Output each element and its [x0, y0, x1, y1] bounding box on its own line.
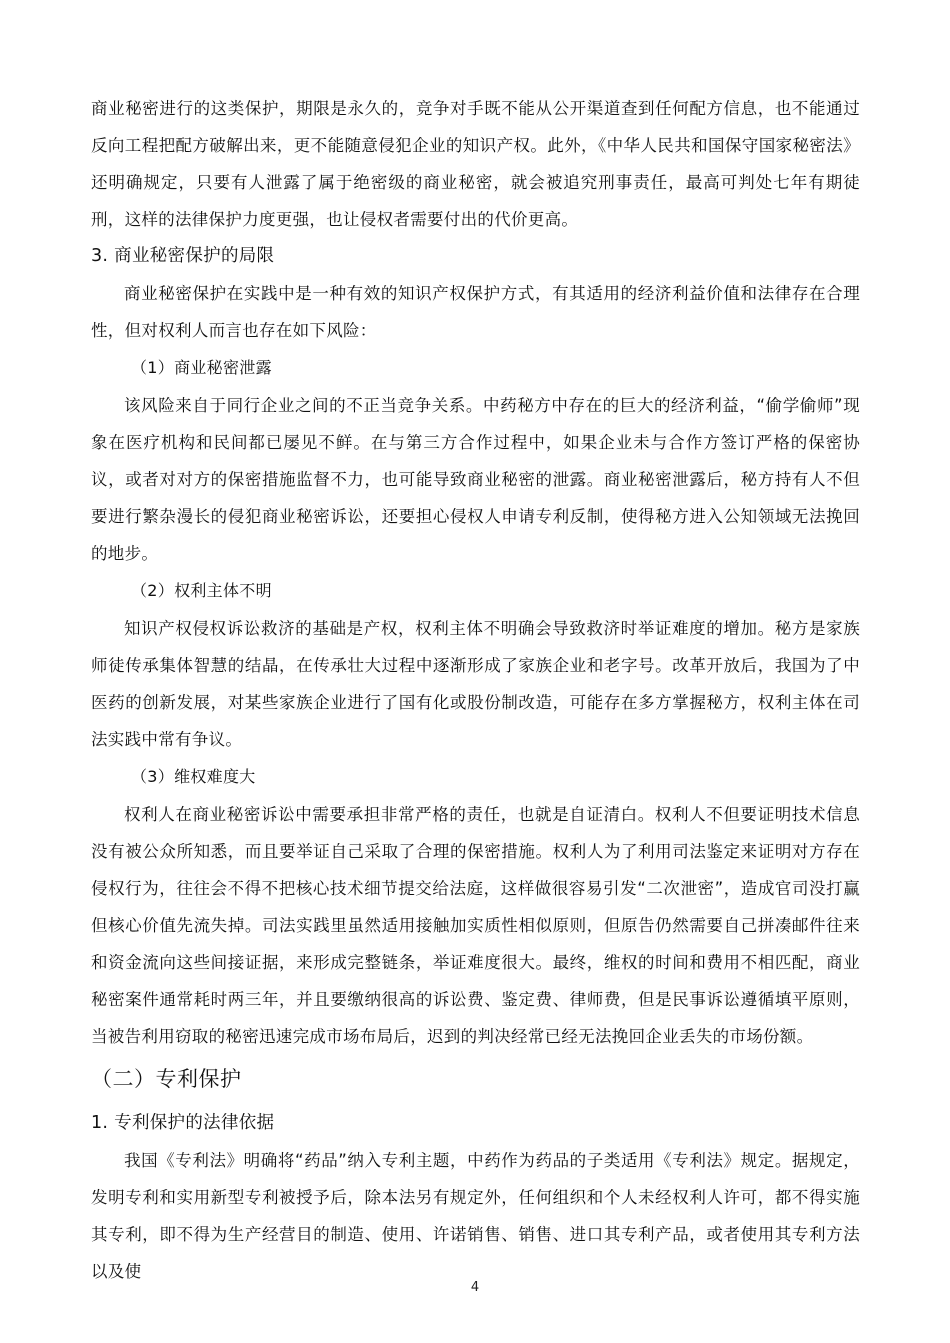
heading-trade-secret-limits: 3. 商业秘密保护的局限: [91, 246, 275, 266]
document-body: [91, 90, 860, 1290]
paragraph-enforcement-difficulty: 权利人在商业秘密诉讼中需要承担非常严格的责任，也就是自证清白。权利人不但要证明技术信息没有被公众所知悉，而且要举证自己采取了合理的保密措施。权利人为了利用司法鉴定来证明对方存在侵权行为，往往会不得不把核心技术细节提交给法庭，这样做很容易引发“二次泄密”，造成官司没打赢但核心价值先流失掉。司法实践里虽然适用接触加实质性相似原则，但原告仍然需要自己拼凑邮件往来和资金流向这些间接证据，来形成完整链条，举证难度很大。最终，维权的时间和费用不相匹配，商业秘密案件通常耗时两三年，并且要缴纳很高的诉讼费、鉴定费、律师费，但是民事诉讼遵循填平原则，当被告利用窃取的秘密迅速完成市场布局后，迟到的判决经常已经无法挽回企业丢失的市场份额。: [91, 805, 860, 1046]
paragraph-secret-leak: 该风险来自于同行企业之间的不正当竞争关系。中药秘方中存在的巨大的经济利益，“偷学偷师”现象在医疗机构和民间都已屡见不鲜。在与第三方合作过程中，如果企业未与合作方签订严格的保密协议，或者对对方的保密措施监督不力，也可能导致商业秘密的泄露。商业秘密泄露后，秘方持有人不但要进行繁杂漫长的侵犯商业秘密诉讼，还要担心侵权人申请专利反制，使得秘方进入公知领域无法挽回的地步。: [91, 396, 860, 563]
subheading-unclear-owner: （2）权利主体不明: [131, 581, 272, 600]
heading-patent-legal-basis: 1. 专利保护的法律依据: [91, 1113, 275, 1133]
paragraph-unclear-owner: 知识产权侵权诉讼救济的基础是产权，权利主体不明确会导致救济时举证难度的增加。秘方是家族师徒传承集体智慧的结晶，在传承壮大过程中逐渐形成了家族企业和老字号。改革开放后，我国为了中医药的创新发展，对某些家族企业进行了国有化或股份制改造，可能存在多方掌握秘方，权利主体在司法实践中常有争议。: [91, 619, 860, 749]
page-number: 4: [470, 1280, 480, 1295]
paragraph-trade-secret-protection: 商业秘密进行的这类保护，期限是永久的，竞争对手既不能从公开渠道查到任何配方信息，也不能通过反向工程把配方破解出来，更不能随意侵犯企业的知识产权。此外，《中华人民共和国保守国家秘密法》还明确规定，只要有人泄露了属于绝密级的商业秘密，就会被追究刑事责任，最高可判处七年有期徒刑，这样的法律保护力度更强，也让侵权者需要付出的代价更高。: [91, 99, 860, 229]
section-heading-patent-protection: （二）专利保护: [91, 1067, 242, 1091]
paragraph-patent-legal-basis: 我国《专利法》明确将“药品”纳入专利主题，中药作为药品的子类适用《专利法》规定。据规定，发明专利和实用新型专利被授予后，除本法另有规定外，任何组织和个人未经权利人许可，都不得实施其专利，即不得为生产经营目的制造、使用、许诺销售、销售、进口其专利产品，或者使用其专利方法以及使: [91, 1151, 860, 1281]
subheading-secret-leak: （1）商业秘密泄露: [131, 358, 272, 377]
paragraph-limits-intro: 商业秘密保护在实践中是一种有效的知识产权保护方式，有其适用的经济利益价值和法律存在合理性，但对权利人而言也存在如下风险：: [91, 284, 860, 340]
subheading-enforcement-difficulty: （3）维权难度大: [131, 767, 256, 786]
